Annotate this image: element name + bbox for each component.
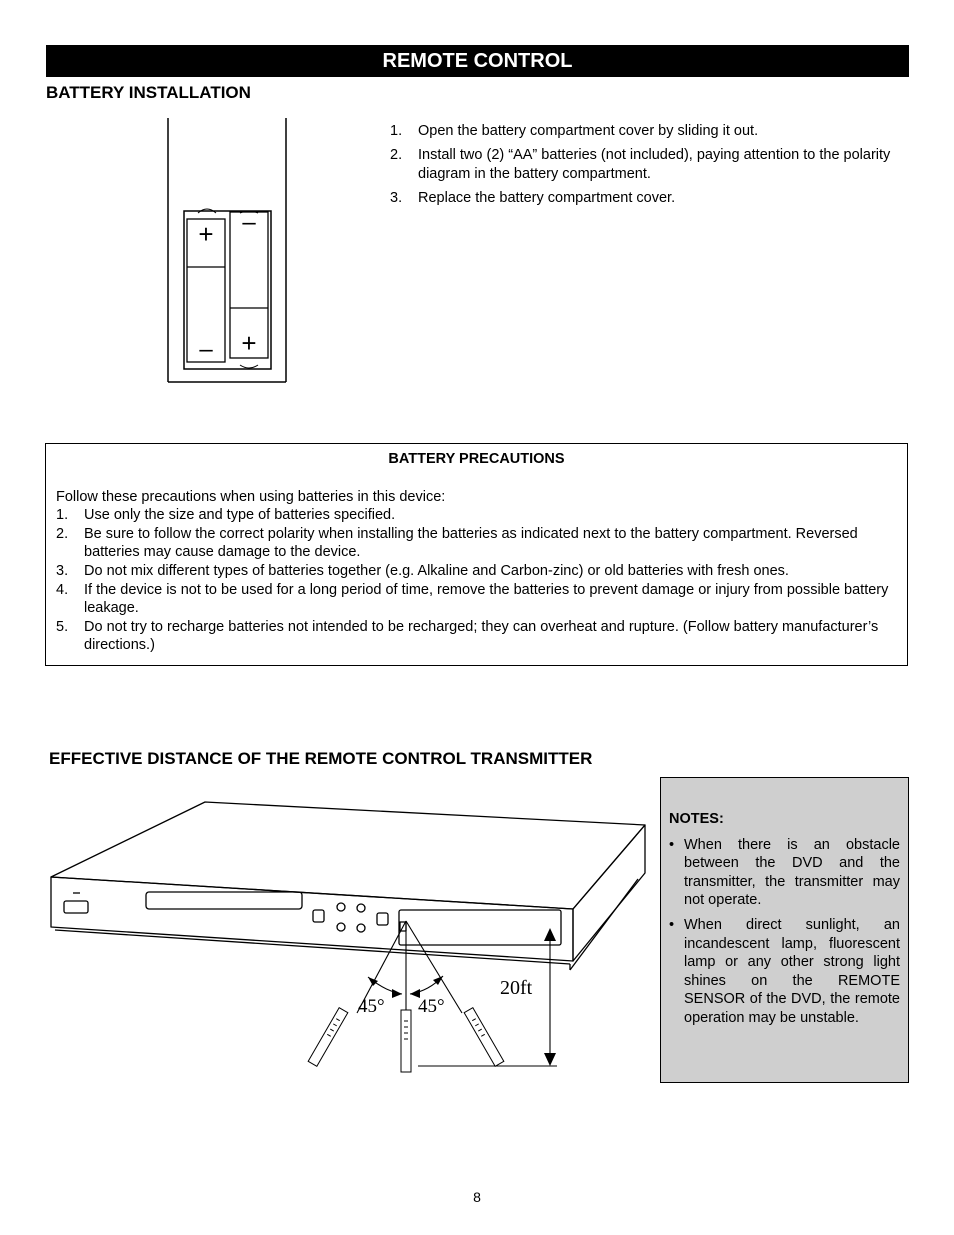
precautions-intro: Follow these precautions when using batteries in this device: <box>56 488 446 505</box>
precautions-title: BATTERY PRECAUTIONS <box>388 451 565 467</box>
battery-plus-bottom: + <box>241 328 257 358</box>
remote-right <box>464 1008 504 1067</box>
list-item: 2. Install two (2) “AA” batteries (not included), paying attention to the polarity diagram in the battery compartment. <box>390 147 891 182</box>
list-item: 2. Be sure to follow the correct polarity when installing the batteries as indicated next to the battery compartment. Reversed batteries may cause damage to the device. <box>56 525 858 561</box>
installation-steps <box>390 122 910 213</box>
battery-plus-top: + <box>198 219 214 249</box>
precautions-list <box>56 506 897 655</box>
angle-left-label: 45° <box>358 996 385 1017</box>
battery-minus-top: – <box>242 209 256 236</box>
list-item: 5. Do not try to recharge batteries not intended to be recharged; they can overheat and rupture. (Follow battery manufacturer’s directions.) <box>56 618 879 654</box>
angle-right-label: 45° <box>418 996 445 1017</box>
list-item: 1. Use only the size and type of batteries specified. <box>56 507 396 524</box>
list-item: 3. Do not mix different types of batteries together (e.g. Alkaline and Carbon-zinc) or old batteries with fresh ones. <box>56 562 789 579</box>
remote-range-diagram <box>40 795 650 1080</box>
effective-distance-heading: EFFECTIVE DISTANCE OF THE REMOTE CONTROL TRANSMITTER <box>49 749 593 768</box>
page-number: 8 <box>473 1189 481 1205</box>
battery-precautions-box <box>45 443 908 666</box>
battery-installation-heading: BATTERY INSTALLATION <box>46 83 251 102</box>
notes-title: NOTES: <box>669 811 724 827</box>
battery-minus-bottom: – <box>199 336 213 363</box>
notes-box <box>660 777 909 1083</box>
distance-label: 20ft <box>500 977 533 999</box>
list-item: 3. Replace the battery compartment cover. <box>390 190 676 206</box>
notes-list <box>669 836 900 1028</box>
list-item: 4. If the device is not to be used for a long period of time, remove the batteries to prevent damage or injury from possible battery leakage. <box>56 581 889 617</box>
list-item: • When there is an obstacle between the DVD and the transmitter, the transmitter may not operate. <box>669 836 900 909</box>
remote-left <box>308 1008 348 1067</box>
remote-center <box>401 1010 411 1072</box>
list-item: 1. Open the battery compartment cover by sliding it out. <box>390 123 759 139</box>
battery-compartment-diagram <box>160 115 295 390</box>
list-item: • When direct sunlight, an incandescent lamp, fluorescent lamp or any other strong light shines on the REMOTE SENSOR of the DVD, the remote operation may be unstable. <box>669 916 900 1026</box>
page-title: REMOTE CONTROL <box>46 45 909 77</box>
